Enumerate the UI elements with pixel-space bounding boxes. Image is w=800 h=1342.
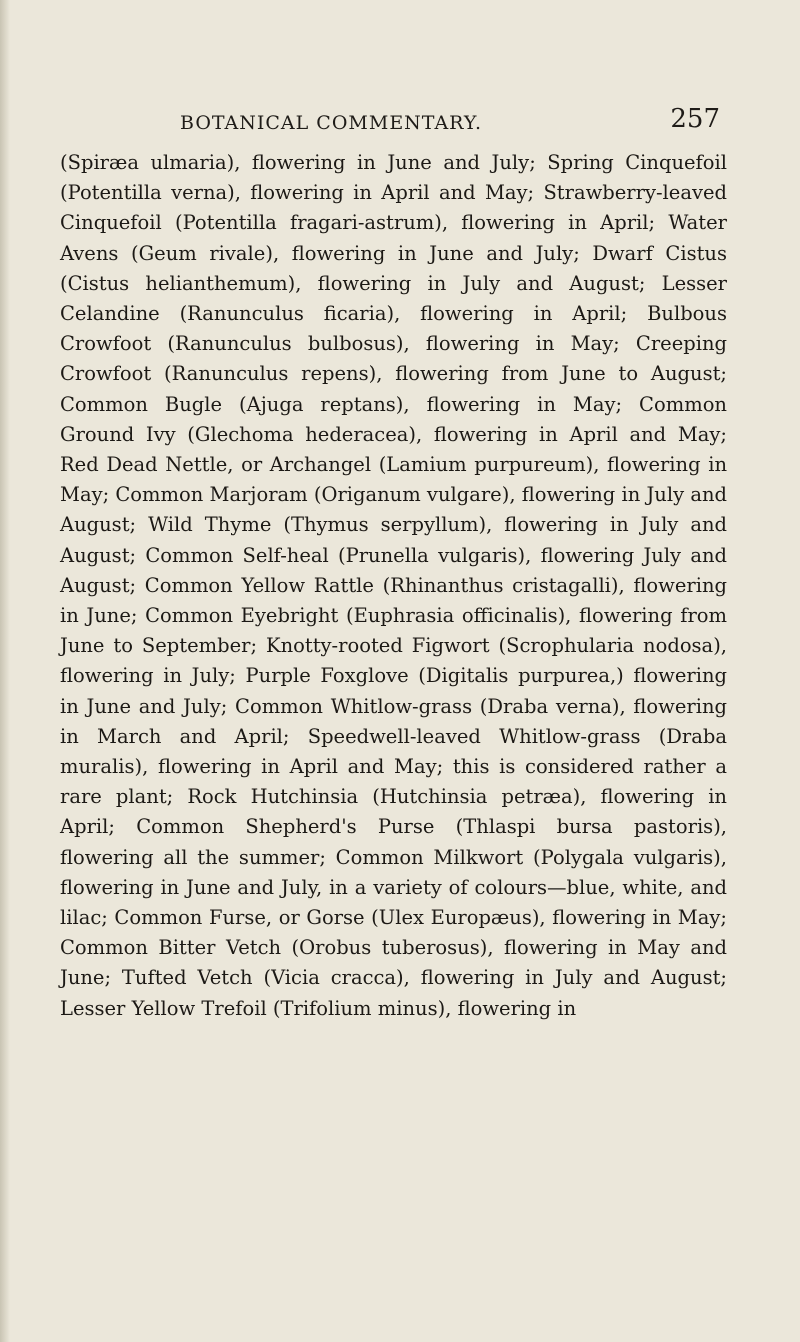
body-paragraph: (Spiræa ulmaria), flowering in June and July; Spring Cinquefoil (Potentilla verna), flowering in April and May; Strawberry-leaved Cinquefoil (Potentilla fragari-astrum), flowering in April; Water Avens (Geum rivale), flowering in June and July; Dwarf Cistus (Cistus helianthemum), flowering in July and August; Lesser Celandine (Ranunculus ficaria), flowering in April; Bulbous Crowfoot (Ranunculus bulbosus), flowering in May; Creeping Crowfoot (Ranunculus repens), flowering from June to August; Common Bugle (Ajuga reptans), flowering in May; Common Ground Ivy (Glechoma hederacea), flowering in April and May; Red Dead Nettle, or Archangel (Lamium purpureum), flowering in May; Common Marjoram (Origanum vulgare), flowering in July and August; Wild Thyme (Thymus serpyllum), flowering in July and August; Common Self-heal (Prunella vulgaris), flowering July and August; Common Yellow Rattle (Rhinanthus cristagalli), flowering in June; Common Eyebright (Euphrasia officinalis), flowering from June to September; Knotty-rooted Figwort (Scrophularia nodosa), flowering in July; Purple Foxglove (Digitalis purpurea,) flowering in June and July; Common Whitlow-grass (Draba verna), flowering in March and April; Speedwell-leaved Whitlow-grass (Draba muralis), flowering in April and May; this is considered rather a rare plant; Rock Hutchinsia (Hutchinsia petræa), flowering in April; Common Shepherd's Purse (Thlaspi bursa pastoris), flowering all the summer; Common Milkwort (Polygala vulgaris), flowering in June and July, in a variety of colours—blue, white, and lilac; Common Furse, or Gorse (Ulex Europæus), flowering in May; Common Bitter Vetch (Orobus tuberosus), flowering in May and June; Tufted Vetch (Vicia cracca), flowering in July and August; Lesser Yellow Trefoil (Trifolium minus), flowering in xyxy=(60,151,727,1020)
page-number: 257 xyxy=(670,104,720,134)
running-title: BOTANICAL COMMENTARY. xyxy=(180,112,483,134)
page-header xyxy=(180,104,720,138)
page-gutter-shadow xyxy=(0,0,10,1342)
